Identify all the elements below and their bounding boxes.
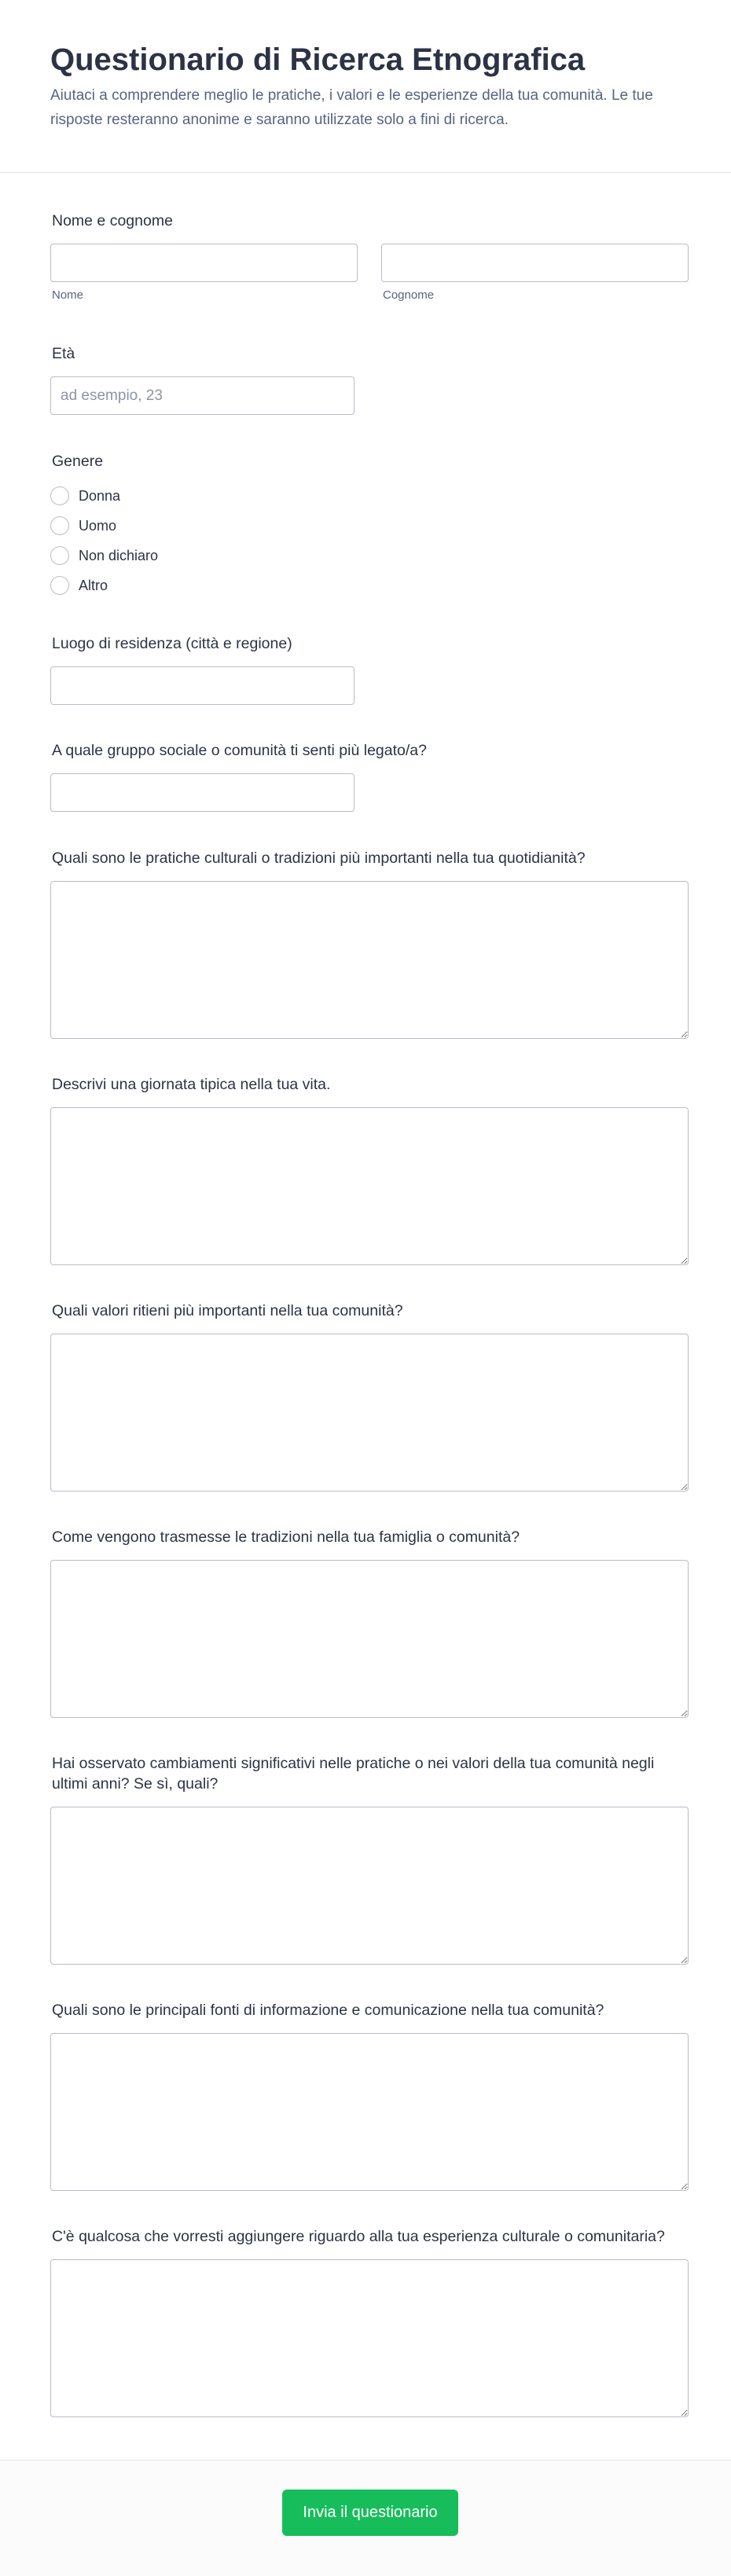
question-values xyxy=(50,1301,689,1492)
question-typical-day xyxy=(50,1074,689,1265)
radio-label: Altro xyxy=(79,577,108,593)
form-footer xyxy=(0,2460,731,2576)
full-name-field xyxy=(50,211,689,302)
question-label: Quali sono le pratiche culturali o tradizioni più importanti nella tua quotidianità? xyxy=(52,849,586,867)
question-cultural-practices xyxy=(50,848,689,1039)
question-changes xyxy=(50,1753,689,1965)
radio-button[interactable] xyxy=(50,576,69,595)
age-label: Età xyxy=(52,345,75,362)
radio-button[interactable] xyxy=(50,516,69,535)
age-field xyxy=(50,343,689,415)
gender-option-altro[interactable] xyxy=(50,571,689,600)
first-name-input[interactable] xyxy=(50,244,358,282)
radio-label: Non dichiaro xyxy=(79,547,159,563)
last-name-sublabel: Cognome xyxy=(383,288,435,302)
age-input[interactable] xyxy=(50,376,354,415)
last-name-input[interactable] xyxy=(381,244,689,282)
values-textarea[interactable] xyxy=(50,1334,689,1492)
first-name-sublabel: Nome xyxy=(52,288,84,302)
gender-option-donna[interactable] xyxy=(50,481,689,511)
typical-day-textarea[interactable] xyxy=(50,1107,689,1265)
gender-radio-group xyxy=(50,481,689,600)
question-label: Quali valori ritieni più importanti nella tua comunità? xyxy=(52,1302,403,1319)
question-additional-comments xyxy=(50,2226,689,2417)
form-header xyxy=(0,0,731,173)
gender-option-non-dichiaro[interactable] xyxy=(50,541,689,571)
additional-comments-textarea[interactable] xyxy=(50,2259,689,2417)
gender-label: Genere xyxy=(52,453,104,470)
radio-label: Donna xyxy=(79,487,121,504)
traditions-textarea[interactable] xyxy=(50,1560,689,1718)
submit-button[interactable]: Invia il questionario xyxy=(282,2490,458,2536)
residence-label: Luogo di residenza (città e regione) xyxy=(52,635,292,652)
social-group-field xyxy=(50,740,689,812)
question-traditions xyxy=(50,1527,689,1718)
information-sources-textarea[interactable] xyxy=(50,2033,689,2191)
form-title: Questionario di Ricerca Etnografica xyxy=(50,42,586,77)
question-label: Quali sono le principali fonti di informazione e comunicazione nella tua comunità? xyxy=(52,2002,604,2019)
cultural-practices-textarea[interactable] xyxy=(50,881,689,1039)
changes-textarea[interactable] xyxy=(50,1807,689,1965)
full-name-label: Nome e cognome xyxy=(52,212,173,229)
residence-field xyxy=(50,633,689,705)
gender-field xyxy=(50,451,689,600)
question-label: Hai osservato cambiamenti significativi nelle pratiche o nei valori della tua comunità negli ultimi anni? Se sì, quali? xyxy=(52,1755,655,1793)
question-information-sources xyxy=(50,2000,689,2191)
radio-button[interactable] xyxy=(50,486,69,505)
residence-input[interactable] xyxy=(50,666,354,705)
form-subtitle: Aiutaci a comprendere meglio le pratiche, i valori e le esperienze della tua comunità. Le tue risposte resteranno anonime e saranno utilizzate solo a fini di ricerca. xyxy=(50,87,653,128)
question-label: Come vengono trasmesse le tradizioni nella tua famiglia o comunità? xyxy=(52,1528,520,1546)
gender-option-uomo[interactable] xyxy=(50,511,689,541)
radio-button[interactable] xyxy=(50,546,69,565)
social-group-input[interactable] xyxy=(50,773,354,812)
social-group-label: A quale gruppo sociale o comunità ti senti più legato/a? xyxy=(52,742,427,759)
radio-label: Uomo xyxy=(79,517,117,534)
question-label: C'è qualcosa che vorresti aggiungere riguardo alla tua esperienza culturale o comunitaria? xyxy=(52,2228,665,2245)
question-label: Descrivi una giornata tipica nella tua vita. xyxy=(52,1076,331,1093)
